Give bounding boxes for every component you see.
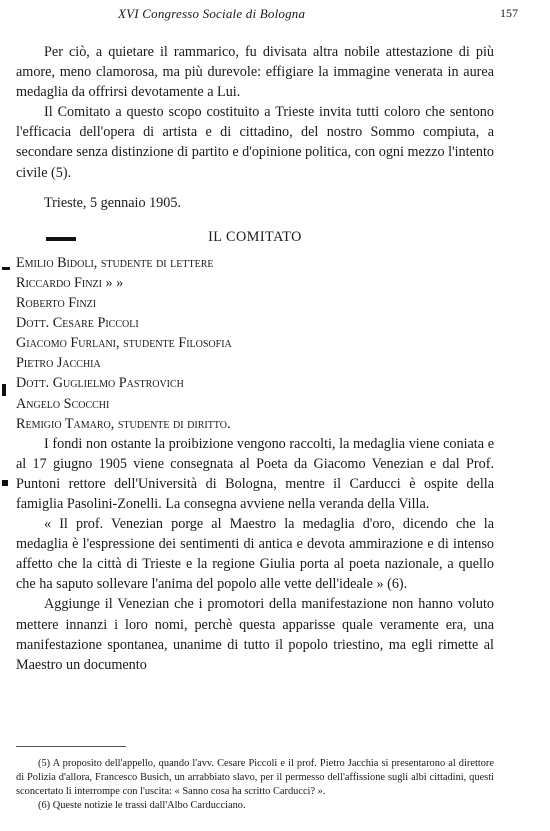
- member-line: Dott. Guglielmo Pastrovich: [16, 375, 184, 392]
- footnote-rule: [16, 746, 126, 747]
- running-title: XVI Congresso Sociale di Bologna: [118, 6, 306, 21]
- margin-mark: [46, 237, 76, 241]
- member-line: Angelo Scocchi: [16, 395, 110, 412]
- paragraph-committee: Il Comitato a questo scopo costituito a Trieste invita tutti coloro che sentono l'efficacia dell'opera di artista e di cittadino, del nostro Sommo compiuta, a secondare senza distinzione di partito e d'opinione politica, con ogni mezzo l'intento civile (5).: [16, 104, 494, 181]
- paragraph-quote: « Il prof. Venezian porge al Maestro la medaglia d'oro, dicendo che la medaglia è l'espressione dei sentimenti di antica e devota ammirazione e di intenso affetto che la città di Trieste e la regione Giulia porta al poeta nazionale, a quello che ha saputo sollevare l'anima del popolo alle vette dell'ideale » (6).: [16, 516, 494, 593]
- page-number: 157: [500, 6, 518, 20]
- member-line: Giacomo Furlani, studente Filosofia: [16, 335, 232, 352]
- member-line: Riccardo Finzi » »: [16, 274, 124, 291]
- paragraph-funds: I fondi non ostante la proibizione vengono raccolti, la medaglia viene coniata e al 17 giugno 1905 viene consegnata al Poeta da Giacomo Venezian e dal Prof. Puntoni rettore dell'Università di Bologna, mentre il Carducci è ospite della famiglia Pasolini-Zonelli. La consegna avviene nella veranda della Villa.: [16, 435, 494, 512]
- margin-mark: [2, 480, 8, 486]
- member-line: Emilio Bidoli, studente di lettere: [16, 254, 214, 271]
- margin-mark: [2, 267, 10, 270]
- member-line: Dott. Cesare Piccoli: [16, 315, 139, 332]
- footnotes: [16, 757, 494, 813]
- main-text: [16, 42, 494, 675]
- footnote-6: (6) Queste notizie le trassi dall'Albo Carducciano.: [38, 800, 246, 811]
- footnote-5: (5) A proposito dell'appello, quando l'avv. Cesare Piccoli e il prof. Pietro Jacchia si presentarono al direttore di Polizia d'allora, Francesco Busich, un arrabbiato slavo, per il permesso dell'affissione sugli albi cittadini, questi sconcertato li interrompe con l'uscita: « Sanno cosa ha scritto Carducci? ».: [16, 758, 494, 797]
- member-line: Pietro Jacchia: [16, 355, 101, 372]
- paragraph-promoters: Aggiunge il Venezian che i promotori della manifestazione non hanno voluto mettere innanzi i loro nomi, perchè questa apparisse quale veramente era, una manifestazione spontanea, unanime di tutto il popolo triestino, ma egli rimette al Maestro un documento: [16, 596, 494, 673]
- running-header: [0, 6, 550, 24]
- member-line: Roberto Finzi: [16, 295, 97, 312]
- committee-heading: IL COMITATO: [208, 228, 302, 245]
- member-line: Remigio Tamaro, studente di diritto.: [16, 415, 231, 432]
- margin-mark: [2, 384, 6, 396]
- committee-members: [16, 253, 494, 434]
- dateline: Trieste, 5 gennaio 1905.: [44, 194, 182, 211]
- paragraph-appeal: Per ciò, a quietare il rammarico, fu divisata altra nobile attestazione di più amore, meno clamorosa, ma più durevole: effigiare la immagine venerata in aurea medaglia da offrirsi devotamente a Lui.: [16, 44, 494, 101]
